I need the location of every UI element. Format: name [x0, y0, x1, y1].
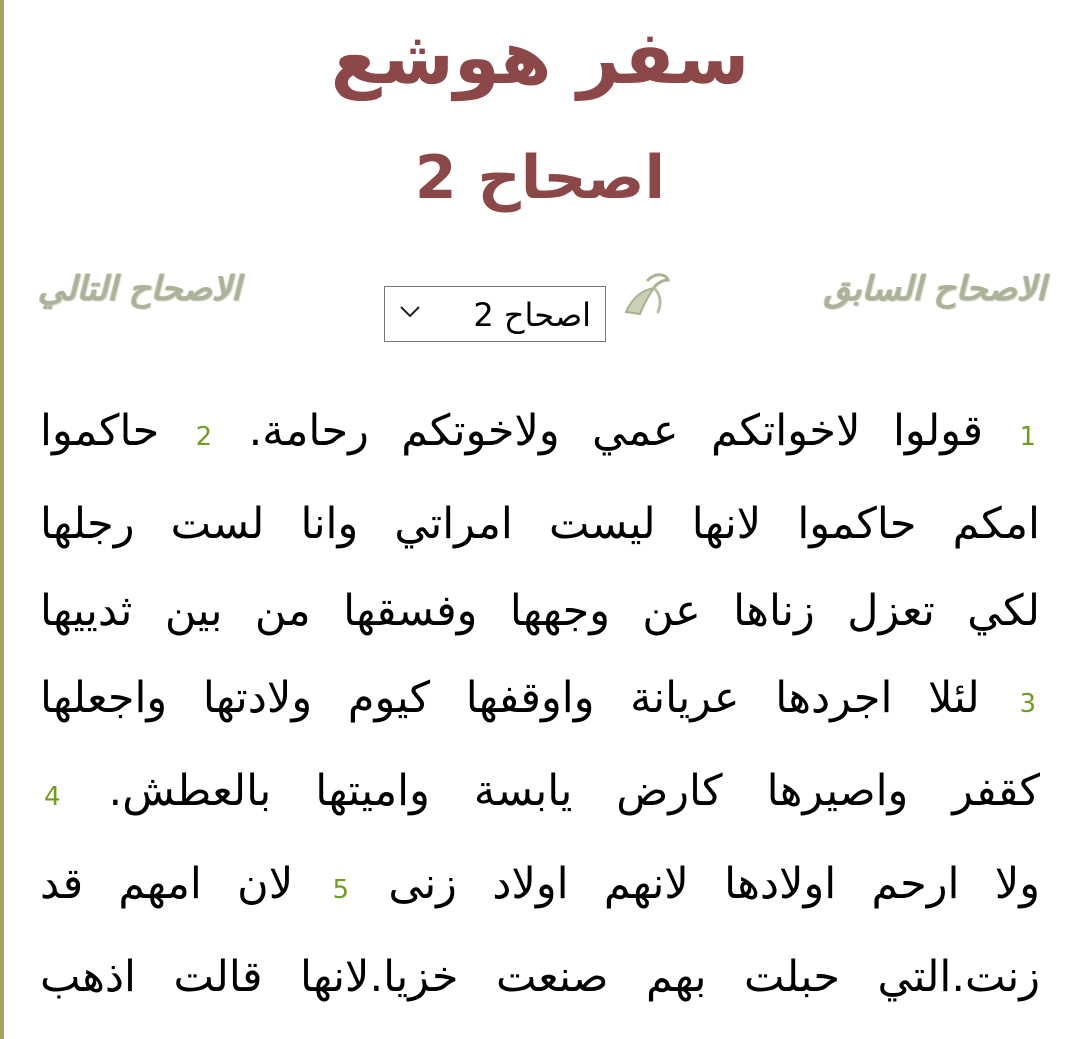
verse-segment: قولوا لاخواتكم عمي ولاخوتكم رحامة.	[248, 406, 984, 456]
verse-number: 4	[44, 782, 61, 812]
verse-line	[40, 388, 1040, 481]
verse-line	[40, 481, 1040, 568]
verse-segment: كقفر واصيرها كارض يابسة واميتها بالعطش.	[108, 766, 1040, 816]
verse-line	[40, 841, 1040, 934]
verse-segment: لكي تعزل زناها عن وجهها وفسقها من بين ثدييها	[40, 586, 1040, 636]
verse-number: 3	[1019, 689, 1036, 719]
chapter-title: اصحاح 2	[414, 143, 666, 213]
book-title: سفر هوشع	[330, 15, 750, 101]
verse-segment: لئلا اجردها عريانة واوقفها كيوم ولادتها واجعلها	[40, 673, 980, 723]
verse-segment: امكم حاكموا لانها ليست امراتي وانا لست رجلها	[40, 499, 1040, 549]
verse-line	[40, 934, 1040, 1021]
verse-line	[40, 748, 1040, 841]
next-chapter-link[interactable]: الاصحاح التالي	[38, 269, 241, 309]
verse-segment: حاكموا	[40, 406, 160, 456]
chevron-down-icon	[399, 305, 421, 319]
verse-segment: لان امهم قد	[40, 859, 294, 909]
verse-text	[40, 388, 1040, 1021]
previous-chapter-link[interactable]: الاصحاح السابق	[823, 269, 1046, 309]
verse-segment: زنت.التي حبلت بهم صنعت خزيا.لانها قالت اذهب	[40, 952, 1040, 1002]
chapter-select[interactable]	[384, 286, 606, 342]
chapter-select-value: اصحاح 2	[473, 296, 591, 334]
verse-line	[40, 655, 1040, 748]
verse-number: 1	[1019, 422, 1037, 452]
verse-line	[40, 568, 1040, 655]
verse-segment: ولا ارحم اولادها لانهم اولاد زنى	[388, 859, 1041, 909]
verse-number: 5	[332, 875, 350, 905]
leaf-ornament-icon	[618, 268, 674, 320]
verse-number: 2	[195, 422, 213, 452]
